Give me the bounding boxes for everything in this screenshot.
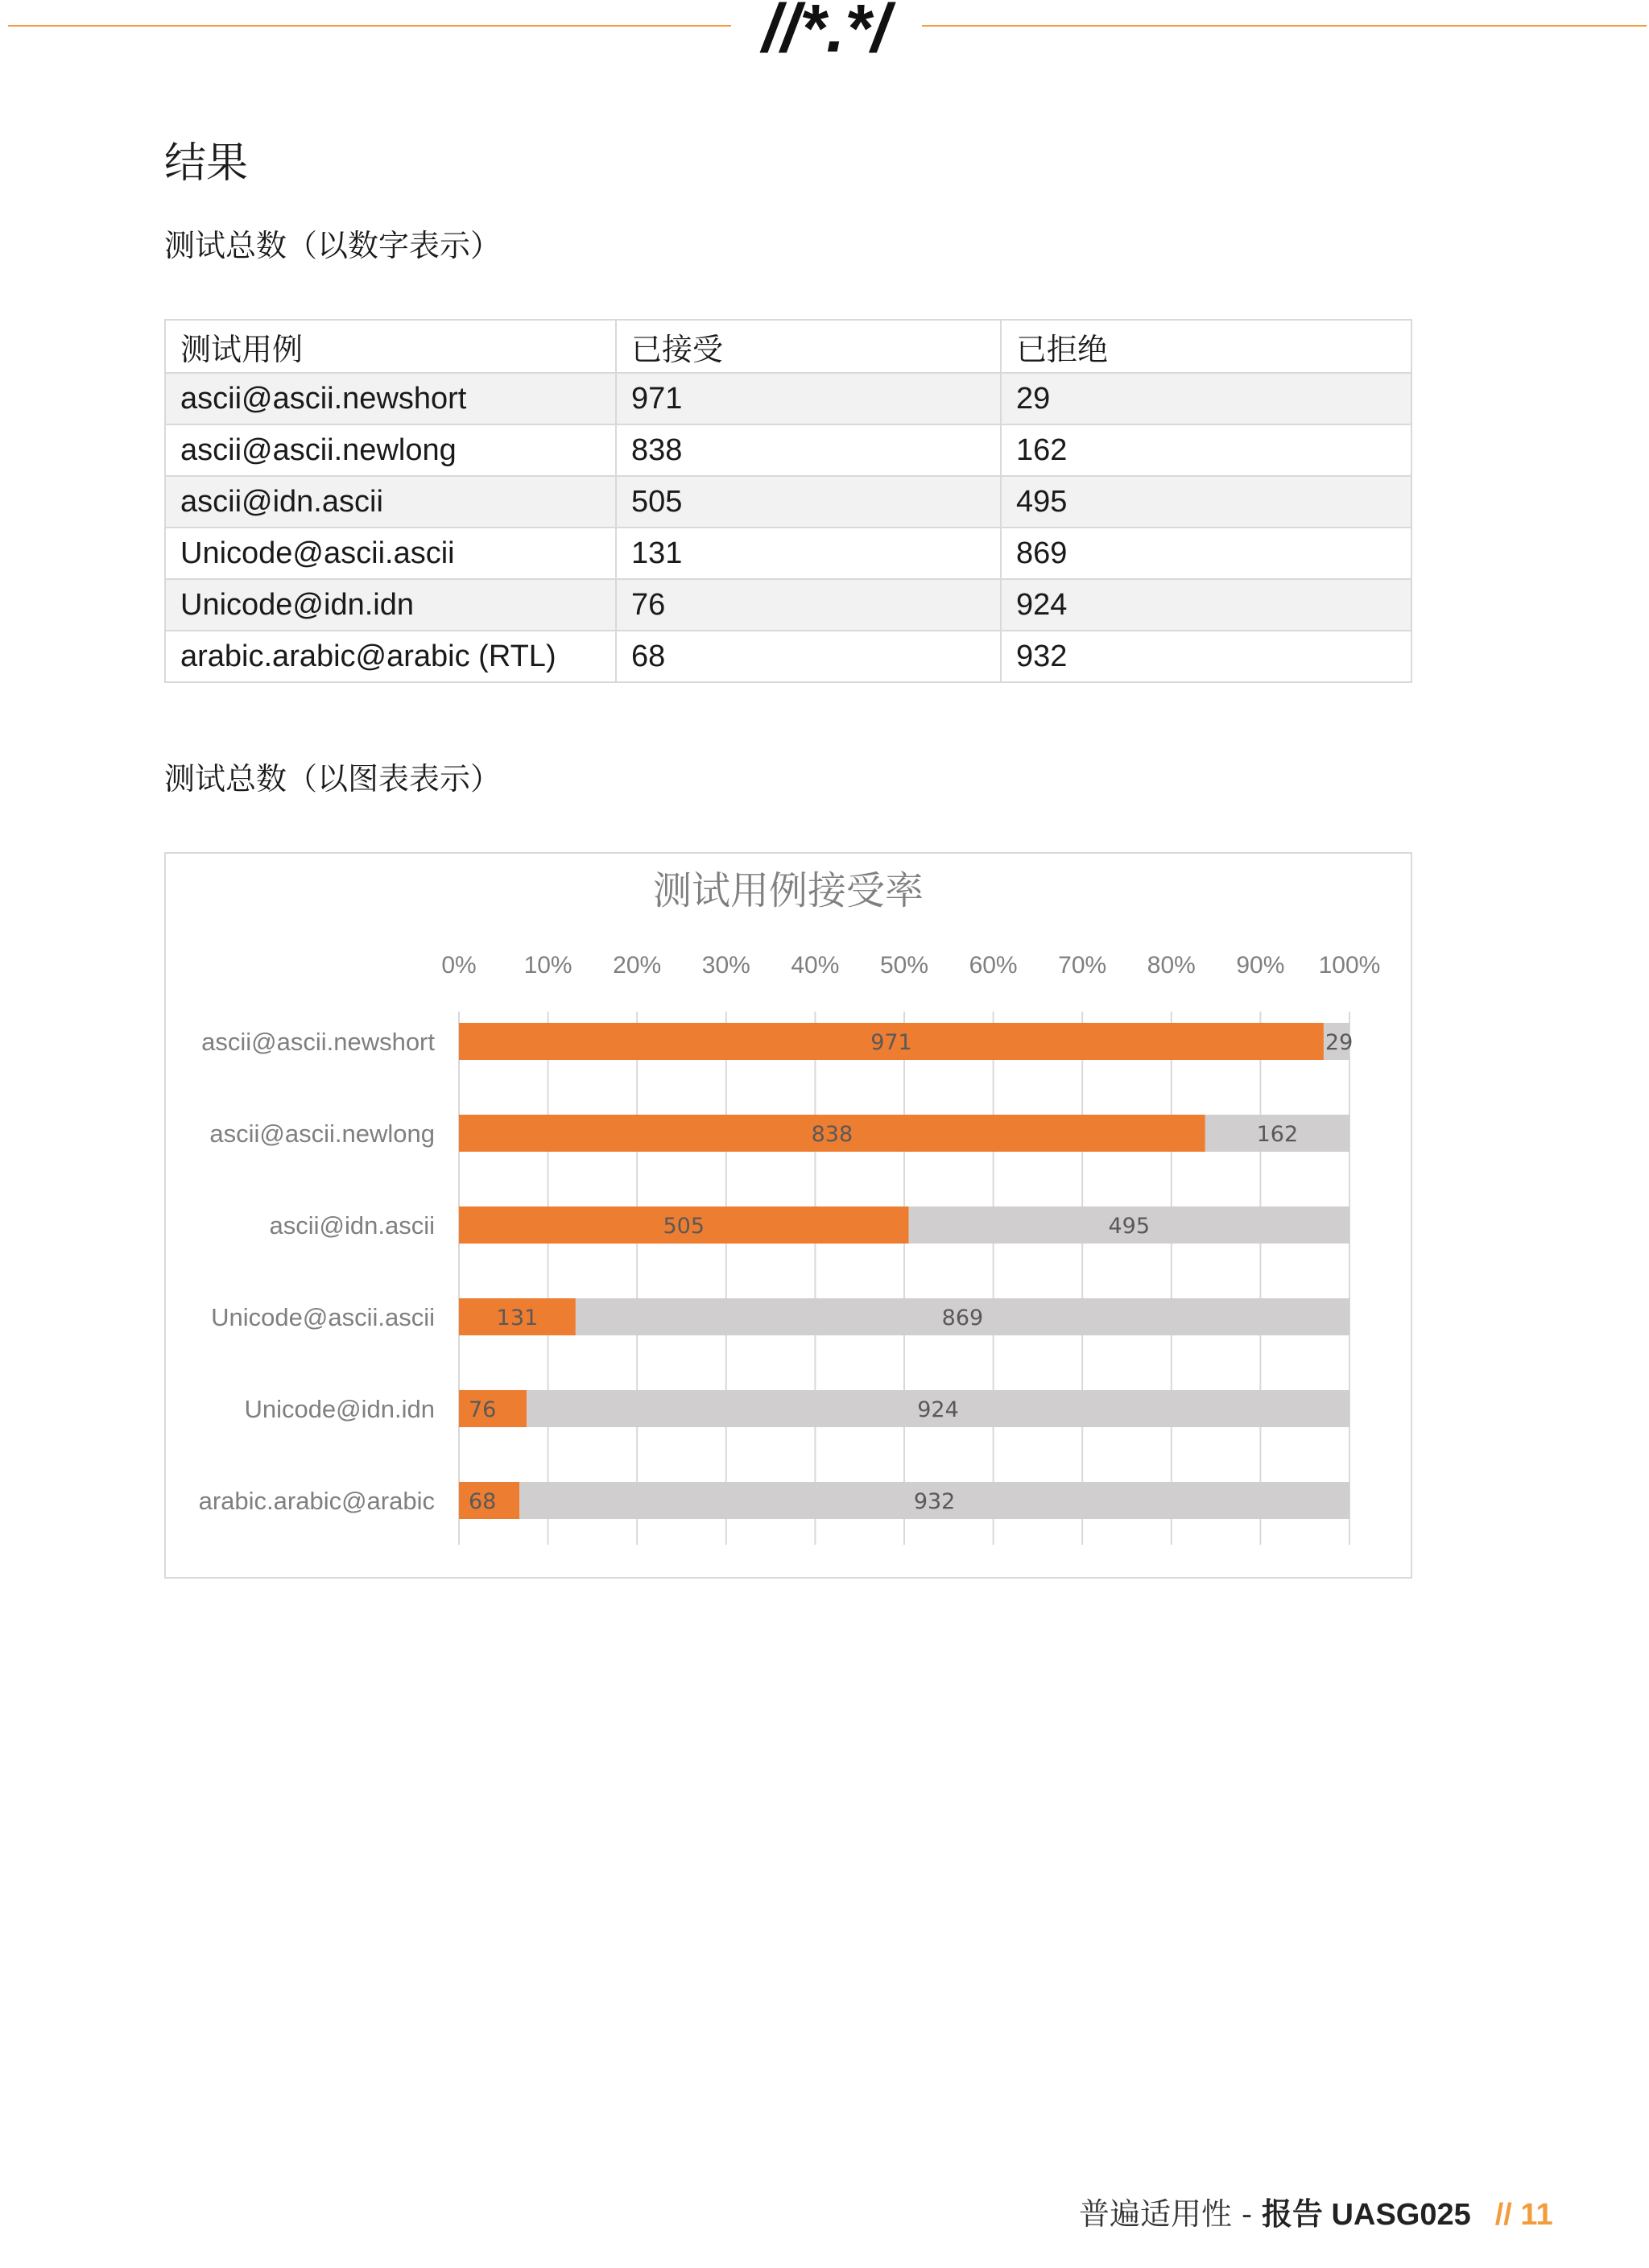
y-category-label: ascii@ascii.newlong [209,1120,435,1148]
x-tick-label: 40% [791,952,840,979]
logo [731,0,922,58]
chart-subtitle: 测试总数（以图表表示） [164,761,502,797]
x-tick-label: 90% [1236,952,1285,979]
x-tick-label: 100% [1318,952,1381,979]
cell-test-case: ascii@ascii.newlong [165,424,616,476]
cell-rejected: 495 [1001,476,1411,528]
data-label-accepted: 838 [811,1122,853,1147]
cell-rejected: 869 [1001,528,1411,579]
cell-rejected: 932 [1001,631,1411,682]
table-row [165,424,1411,476]
x-tick-label: 30% [701,952,750,979]
chart-title: 测试用例接受率 [652,868,924,913]
page-number: // 11 [1494,2198,1553,2232]
cell-test-case: Unicode@ascii.ascii [165,528,616,579]
data-label-accepted: 131 [496,1306,539,1331]
results-table [164,319,1412,683]
table-row [165,528,1411,579]
data-label-rejected: 162 [1256,1122,1299,1147]
cell-accepted: 68 [616,631,1001,682]
footer-report-label: 报告 UASG025 [1262,2198,1471,2232]
header-test-case: 测试用例 [165,320,616,373]
table-row [165,579,1411,631]
x-tick-label: 20% [613,952,662,979]
cell-accepted: 505 [616,476,1001,528]
table-row [165,631,1411,682]
stacked-bar-chart [166,854,1411,1577]
chart-container [164,852,1412,1579]
x-tick-label: 60% [969,952,1018,979]
cell-test-case: ascii@ascii.newshort [165,373,616,424]
y-category-label: ascii@ascii.newshort [201,1028,435,1056]
x-tick-label: 50% [879,952,929,979]
data-label-accepted: 971 [870,1030,912,1055]
data-label-accepted: 76 [469,1397,497,1422]
footer-doc-title: 普遍适用性 - [1079,2196,1262,2232]
data-label-accepted: 68 [469,1489,497,1514]
logo-mark: //*.*/ [762,0,891,58]
cell-rejected: 924 [1001,579,1411,631]
y-category-label: Unicode@idn.idn [244,1395,435,1423]
x-tick-label: 0% [441,952,477,979]
header-rule-right [922,25,1647,27]
x-tick-label: 80% [1147,952,1196,979]
cell-accepted: 131 [616,528,1001,579]
cell-test-case: arabic.arabic@arabic (RTL) [165,631,616,682]
y-category-label: arabic.arabic@arabic [198,1487,435,1515]
data-label-rejected: 29 [1325,1030,1354,1055]
table-row [165,373,1411,424]
cell-test-case: Unicode@idn.idn [165,579,616,631]
cell-rejected: 162 [1001,424,1411,476]
section-title: 结果 [164,139,249,188]
x-tick-label: 70% [1058,952,1107,979]
table-row [165,476,1411,528]
footer [1079,2189,1553,2233]
header-rule-left [8,25,731,27]
cell-accepted: 971 [616,373,1001,424]
header-accepted: 已接受 [616,320,1001,373]
table-header-row [165,320,1411,373]
cell-test-case: ascii@idn.ascii [165,476,616,528]
x-tick-label: 10% [523,952,572,979]
data-label-rejected: 869 [941,1306,984,1331]
y-category-label: ascii@idn.ascii [269,1211,435,1240]
data-label-rejected: 932 [913,1489,956,1514]
cell-accepted: 76 [616,579,1001,631]
header-rejected: 已拒绝 [1001,320,1411,373]
data-label-rejected: 495 [1108,1214,1151,1239]
data-label-accepted: 505 [663,1214,705,1239]
cell-rejected: 29 [1001,373,1411,424]
cell-accepted: 838 [616,424,1001,476]
data-label-rejected: 924 [917,1397,959,1422]
table-subtitle: 测试总数（以数字表示） [164,228,502,263]
y-category-label: Unicode@ascii.ascii [211,1303,435,1331]
